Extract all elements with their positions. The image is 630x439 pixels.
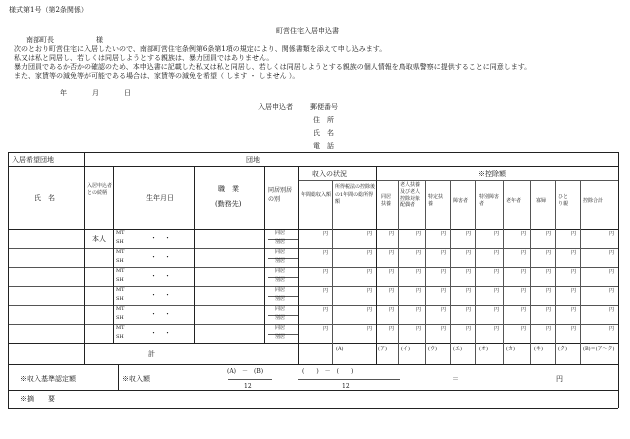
- address-label: 住 所: [313, 116, 334, 124]
- table-hline: [8, 408, 618, 409]
- yen-unit: 円: [521, 326, 527, 332]
- yen-unit: 円: [323, 231, 329, 237]
- header-deduction-0: 同居扶養: [381, 194, 392, 207]
- table-hline: [8, 152, 618, 153]
- applicant-name-label: 氏 名: [313, 129, 334, 137]
- yen-unit: 円: [416, 288, 422, 294]
- formula1-top: (A) － (B): [227, 368, 264, 375]
- mayor-label: 南部町長: [26, 36, 54, 44]
- total-code-6: (カ): [506, 346, 515, 352]
- yen-unit: 円: [571, 269, 577, 275]
- total-code-3: (ウ): [428, 346, 437, 352]
- yen-unit: 円: [367, 307, 373, 313]
- table-vline: [264, 166, 265, 343]
- paragraph-2: 私又は私と同居し、若しくは同居しようとする親族は、暴力団員ではありません。: [14, 54, 274, 62]
- paragraph-3: 暴力団員であるか否かの確認のため、本申込書に記載した私又は私と同居し、若しくは同居しようとする親族の個人情報を鳥取県警察に提供することに同意します。: [14, 63, 532, 71]
- total-code-0: (A): [336, 346, 344, 352]
- separate-label: 別居: [275, 296, 286, 302]
- yen-unit: 円: [323, 288, 329, 294]
- table-vline: [450, 180, 451, 364]
- era-sh-label: SH: [116, 277, 124, 283]
- equals-sign: ＝: [452, 375, 459, 383]
- table-vline: [298, 166, 299, 364]
- yen-unit: 円: [466, 307, 472, 313]
- table-vline: [425, 180, 426, 364]
- table-hline: [8, 267, 618, 268]
- total-label: 計: [148, 350, 155, 358]
- yen-unit: 円: [441, 231, 447, 237]
- separate-label: 別居: [275, 277, 286, 283]
- table-vline: [530, 180, 531, 364]
- yen-unit: 円: [546, 269, 552, 275]
- table-vline: [332, 180, 333, 364]
- yen-unit: 円: [389, 231, 395, 237]
- yen-unit: 円: [546, 288, 552, 294]
- criteria-label: ※収入基準認定額: [20, 375, 76, 383]
- yen-unit: 円: [609, 269, 615, 275]
- table-hline: [8, 229, 618, 230]
- total-code-9: (B)＝(ア～ク): [583, 346, 615, 352]
- yen-unit: 円: [416, 307, 422, 313]
- yen-unit: 円: [609, 288, 615, 294]
- table-vline: [84, 166, 85, 364]
- era-sh-label: SH: [116, 315, 124, 321]
- cohabit-label: 同居: [275, 230, 286, 236]
- total-code-4: (エ): [453, 346, 462, 352]
- birth-date-dots: ・ ・: [150, 272, 171, 280]
- table-vline: [113, 166, 114, 343]
- formula1-bottom: 12: [244, 383, 252, 390]
- table-vline: [8, 152, 9, 408]
- criteria-yen: 円: [556, 375, 563, 383]
- table-vline: [194, 166, 195, 343]
- cohabit-label: 同居: [275, 249, 286, 255]
- yen-unit: 円: [466, 326, 472, 332]
- era-mt-label: MT: [116, 230, 125, 236]
- birth-date-dots: ・ ・: [150, 329, 171, 337]
- table-vline: [118, 364, 119, 390]
- table-vline: [84, 152, 85, 166]
- era-sh-label: SH: [116, 239, 124, 245]
- total-code-5: (オ): [479, 346, 488, 352]
- paragraph-4: また、家賃等の減免等が可能である場合は、家賃等の減免を希望（ します ・ しません ）。: [14, 72, 300, 80]
- date-month: 月: [92, 89, 99, 97]
- era-mt-label: MT: [116, 287, 125, 293]
- birth-date-dots: ・ ・: [150, 253, 171, 261]
- table-hline: [8, 166, 618, 167]
- yen-unit: 円: [466, 250, 472, 256]
- birth-date-dots: ・ ・: [150, 291, 171, 299]
- yen-unit: 円: [323, 307, 329, 313]
- yen-unit: 円: [367, 288, 373, 294]
- era-mt-label: MT: [116, 325, 125, 331]
- yen-unit: 円: [367, 231, 373, 237]
- birth-date-dots: ・ ・: [150, 310, 171, 318]
- header-deduction-6: 寡婦: [536, 198, 547, 204]
- yen-unit: 円: [389, 307, 395, 313]
- yen-unit: 円: [609, 250, 615, 256]
- yen-unit: 円: [571, 250, 577, 256]
- formula2-top: ( ) － ( ): [302, 368, 354, 375]
- table-vline: [580, 180, 581, 364]
- table-vline: [475, 180, 476, 364]
- header-deduction-2: 特定扶養: [428, 194, 444, 207]
- yen-unit: 円: [521, 269, 527, 275]
- total-code-2: (イ): [401, 346, 410, 352]
- remarks-label: ※摘 要: [20, 395, 55, 403]
- yen-unit: 円: [367, 326, 373, 332]
- separate-label: 別居: [275, 334, 286, 340]
- separate-label: 別居: [275, 258, 286, 264]
- yen-unit: 円: [546, 250, 552, 256]
- yen-unit: 円: [494, 307, 500, 313]
- yen-unit: 円: [546, 326, 552, 332]
- yen-unit: 円: [571, 307, 577, 313]
- header-deduction-1: 老人扶養及び老人控除対象配偶者: [400, 182, 421, 209]
- yen-unit: 円: [494, 231, 500, 237]
- date-year: 年: [60, 89, 67, 97]
- table-hline: [298, 180, 618, 181]
- yen-unit: 円: [323, 326, 329, 332]
- era-mt-label: MT: [116, 268, 125, 274]
- yen-unit: 円: [494, 250, 500, 256]
- yen-unit: 円: [416, 326, 422, 332]
- yen-unit: 円: [466, 231, 472, 237]
- table-hline: [8, 343, 618, 344]
- income-label: ※収入額: [122, 375, 150, 383]
- yen-unit: 円: [521, 307, 527, 313]
- header-deduction-group: ※控除額: [478, 170, 506, 178]
- table-hline: [8, 286, 618, 287]
- yen-unit: 円: [609, 307, 615, 313]
- era-mt-label: MT: [116, 249, 125, 255]
- yen-unit: 円: [441, 307, 447, 313]
- table-hline: [228, 379, 272, 380]
- yen-unit: 円: [494, 288, 500, 294]
- header-income-annual: 年間総収入額: [301, 192, 332, 198]
- cohabit-label: 同居: [275, 287, 286, 293]
- era-mt-label: MT: [116, 306, 125, 312]
- cohabit-label: 同居: [275, 306, 286, 312]
- yen-unit: 円: [323, 250, 329, 256]
- total-code-8: (ク): [558, 346, 567, 352]
- complex-suffix: 団地: [246, 156, 260, 164]
- header-occupation: 職 業: [218, 185, 239, 193]
- total-code-1: (ア): [378, 346, 387, 352]
- yen-unit: 円: [389, 288, 395, 294]
- cohabit-label: 同居: [275, 325, 286, 331]
- date-day: 日: [124, 89, 131, 97]
- form-id: 様式第1号（第2条関係）: [9, 6, 88, 14]
- yen-unit: 円: [546, 307, 552, 313]
- table-hline: [8, 364, 618, 365]
- era-sh-label: SH: [116, 296, 124, 302]
- yen-unit: 円: [389, 326, 395, 332]
- total-code-7: (キ): [534, 346, 543, 352]
- yen-unit: 円: [367, 250, 373, 256]
- era-sh-label: SH: [116, 258, 124, 264]
- header-birth: 生年月日: [146, 194, 174, 202]
- table-hline: [298, 379, 400, 380]
- yen-unit: 円: [571, 326, 577, 332]
- yen-unit: 円: [521, 231, 527, 237]
- header-cohabit: 同居別居の別: [268, 187, 293, 203]
- yen-unit: 円: [441, 326, 447, 332]
- table-vline: [618, 152, 619, 408]
- yen-unit: 円: [441, 269, 447, 275]
- birth-date-dots: ・ ・: [150, 234, 171, 242]
- yen-unit: 円: [571, 288, 577, 294]
- yen-unit: 円: [466, 269, 472, 275]
- yen-unit: 円: [367, 269, 373, 275]
- honorific: 様: [96, 36, 103, 44]
- postal-label: 郵便番号: [310, 103, 338, 111]
- header-deduction-5: 老年者: [506, 198, 522, 204]
- yen-unit: 円: [609, 326, 615, 332]
- yen-unit: 円: [466, 288, 472, 294]
- header-workplace: (勤務先): [215, 200, 242, 208]
- cohabit-label: 同居: [275, 268, 286, 274]
- table-hline: [8, 305, 618, 306]
- page-title: 町営住宅入居申込書: [276, 27, 339, 35]
- yen-unit: 円: [389, 250, 395, 256]
- relation-self: 本人: [92, 235, 106, 243]
- header-deduction-8: 控除合計: [583, 198, 604, 204]
- yen-unit: 円: [441, 250, 447, 256]
- yen-unit: 円: [416, 231, 422, 237]
- yen-unit: 円: [609, 231, 615, 237]
- table-vline: [398, 180, 399, 364]
- table-hline: [8, 390, 618, 391]
- table-vline: [503, 180, 504, 364]
- applicant-label: 入居申込者: [258, 103, 293, 111]
- separate-label: 別居: [275, 315, 286, 321]
- yen-unit: 円: [546, 231, 552, 237]
- separate-label: 別居: [275, 239, 286, 245]
- formula2-bottom: 12: [342, 383, 350, 390]
- header-deduction-4: 特別障害者: [479, 194, 500, 207]
- yen-unit: 円: [521, 250, 527, 256]
- phone-label: 電 話: [313, 142, 334, 150]
- header-deduction-3: 障害者: [453, 198, 469, 204]
- yen-unit: 円: [416, 269, 422, 275]
- era-sh-label: SH: [116, 334, 124, 340]
- table-hline: [8, 248, 618, 249]
- header-income-calc: 所得税法の控除後の1年間の総所得額: [335, 184, 376, 205]
- paragraph-1: 次のとおり町営住宅に入居したいので、南部町営住宅条例第6条第1項の規定により、関係書類を添えて申し込みます。: [14, 45, 387, 53]
- yen-unit: 円: [389, 269, 395, 275]
- yen-unit: 円: [521, 288, 527, 294]
- header-relation: 入居申込者との続柄: [87, 183, 113, 196]
- header-deduction-7: ひとり親: [558, 194, 569, 207]
- yen-unit: 円: [416, 250, 422, 256]
- yen-unit: 円: [441, 288, 447, 294]
- desired-complex-label: 入居希望団地: [12, 156, 54, 164]
- header-income-group: 収入の状況: [312, 170, 347, 178]
- table-hline: [8, 324, 618, 325]
- header-name: 氏 名: [34, 194, 55, 202]
- table-vline: [555, 180, 556, 364]
- yen-unit: 円: [571, 231, 577, 237]
- yen-unit: 円: [494, 269, 500, 275]
- yen-unit: 円: [323, 269, 329, 275]
- yen-unit: 円: [494, 326, 500, 332]
